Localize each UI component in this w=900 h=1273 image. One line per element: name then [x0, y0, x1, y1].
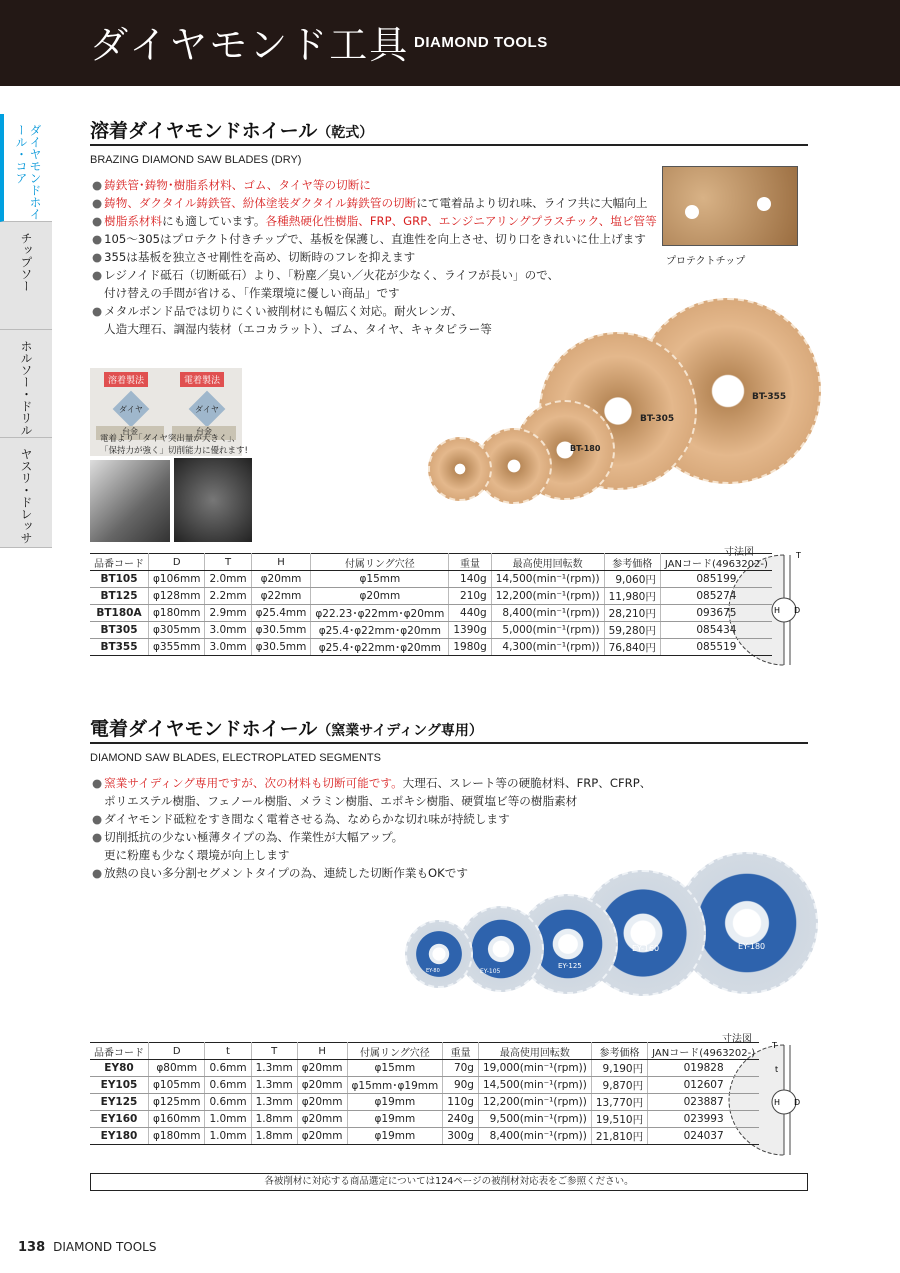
- table-cell: 085199: [660, 571, 772, 588]
- table-cell: 1.0mm: [205, 1128, 251, 1145]
- table-cell: 28,210円: [604, 605, 660, 622]
- table-cell: 240g: [443, 1111, 479, 1128]
- table-header: D: [149, 554, 205, 571]
- list-item: ● 樹脂系材料にも適しています。各種熱硬化性樹脂、FRP、GRP、エンジニアリングプラスチック、塩ビ管等: [92, 214, 657, 228]
- table-cell: 0.6mm: [205, 1077, 251, 1094]
- table-row: [90, 1094, 759, 1111]
- table-cell: φ25.4･φ22mm･φ20mm: [311, 622, 449, 639]
- table-row: [90, 571, 772, 588]
- svg-text:T: T: [772, 1041, 777, 1050]
- table-cell: 085274: [660, 588, 772, 605]
- table-cell: φ20mm: [297, 1077, 347, 1094]
- table-header: 品番コード: [90, 554, 149, 571]
- blade-label: EY-180: [738, 942, 766, 951]
- table-cell: 1980g: [449, 639, 491, 656]
- table-cell: φ20mm: [297, 1094, 347, 1111]
- page-header: [0, 0, 900, 86]
- svg-text:t: t: [775, 1065, 779, 1074]
- table-cell: EY125: [90, 1094, 149, 1111]
- table-cell: EY180: [90, 1128, 149, 1145]
- dim-caption: 寸法図: [724, 547, 754, 558]
- table-cell: 023887: [648, 1094, 760, 1111]
- table-cell: φ355mm: [149, 639, 205, 656]
- table-row: [90, 588, 772, 605]
- tab-file-dresser[interactable]: ヤスリ・ドレッサ: [0, 438, 52, 548]
- table-cell: φ15mm･φ19mm: [347, 1077, 443, 1094]
- list-item: ● メタルボンド品では切りにくい被削材にも幅広く対応。耐火レンガ、: [92, 304, 463, 318]
- list-item: ● ダイヤモンド砥粒をすき間なく電着させる為、なめらかな切れ味が持続します: [92, 812, 510, 826]
- table-cell: 8,400(min⁻¹(rpm)): [478, 1128, 591, 1145]
- table-row: [90, 1077, 759, 1094]
- table-cell: φ22.23･φ22mm･φ20mm: [311, 605, 449, 622]
- table-cell: φ19mm: [347, 1128, 443, 1145]
- table-cell: 1.3mm: [251, 1060, 297, 1077]
- blade-label: BT-355: [752, 392, 787, 402]
- section1-subtitle: BRAZING DIAMOND SAW BLADES (DRY): [90, 154, 302, 166]
- svg-text:T: T: [796, 551, 801, 560]
- table-cell: 300g: [443, 1128, 479, 1145]
- header-title-en: DIAMOND TOOLS: [414, 34, 548, 51]
- list-item: ● 鋳鉄管･鋳物･樹脂系材料、ゴム、タイヤ等の切断に: [92, 178, 371, 192]
- table-cell: φ106mm: [149, 571, 205, 588]
- table-cell: 1.3mm: [251, 1094, 297, 1111]
- table-header: 重量: [449, 554, 491, 571]
- section2-bullets: [92, 774, 651, 882]
- table-header: t: [205, 1043, 251, 1060]
- table-cell: 21,810円: [591, 1128, 647, 1145]
- section2-subtitle: DIAMOND SAW BLADES, ELECTROPLATED SEGMENTS: [90, 752, 381, 764]
- table-cell: 2.2mm: [205, 588, 251, 605]
- table-cell: φ30.5mm: [251, 639, 311, 656]
- header-title-jp: ダイヤモンド工具: [90, 23, 410, 67]
- table-cell: 9,870円: [591, 1077, 647, 1094]
- table-cell: 0.6mm: [205, 1094, 251, 1111]
- table-header: JANコード(4963202-): [660, 554, 772, 571]
- table-cell: 14,500(min⁻¹(rpm)): [478, 1077, 591, 1094]
- table-cell: φ180mm: [149, 605, 205, 622]
- table-cell: 14,500(min⁻¹(rpm)): [491, 571, 604, 588]
- table-cell: 085519: [660, 639, 772, 656]
- table-cell: EY105: [90, 1077, 149, 1094]
- list-item: ● 切削抵抗の少ない極薄タイプの為、作業性が大幅アップ。: [92, 830, 404, 844]
- blade-label: EY-80: [426, 968, 440, 974]
- table-header: D: [149, 1043, 205, 1060]
- table-row: [90, 605, 772, 622]
- table-cell: 9,500(min⁻¹(rpm)): [478, 1111, 591, 1128]
- table-cell: 1.0mm: [205, 1111, 251, 1128]
- list-item: 更に粉塵も少なく環境が向上します: [104, 848, 290, 862]
- reference-note: 各被削材に対応する商品選定については124ページの被削材対応表をご参照ください。: [90, 1173, 808, 1191]
- table-cell: φ20mm: [311, 588, 449, 605]
- table-cell: 140g: [449, 571, 491, 588]
- table-cell: 13,770円: [591, 1094, 647, 1111]
- table-row: [90, 1128, 759, 1145]
- table-cell: 4,300(min⁻¹(rpm)): [491, 639, 604, 656]
- table-cell: BT305: [90, 622, 149, 639]
- table-cell: 8,400(min⁻¹(rpm)): [491, 605, 604, 622]
- dim-caption: 寸法図: [722, 1034, 752, 1045]
- table-header: JANコード(4963202-): [648, 1043, 760, 1060]
- table-cell: 085434: [660, 622, 772, 639]
- table-cell: 019828: [648, 1060, 760, 1077]
- table-cell: φ105mm: [149, 1077, 205, 1094]
- table-cell: 76,840円: [604, 639, 660, 656]
- table-cell: 5,000(min⁻¹(rpm)): [491, 622, 604, 639]
- list-item: 人造大理石、調湿内装材（エコカラット）、ゴム、タイヤ、キャタピラー等: [104, 322, 492, 336]
- svg-text:D: D: [794, 606, 801, 615]
- table-cell: φ15mm: [311, 571, 449, 588]
- table-header: 参考価格: [591, 1043, 647, 1060]
- table-cell: φ305mm: [149, 622, 205, 639]
- diagram-note: 電着より「ダイヤ突出量が大きく」、: [100, 434, 241, 444]
- list-item: 付け替えの手間が省ける、「作業環境に優しい商品」です: [104, 286, 400, 300]
- diagram-note: 「保持力が強く」切削能力に優れます!: [100, 446, 248, 456]
- table-header: 最高使用回転数: [491, 554, 604, 571]
- table-cell: BT105: [90, 571, 149, 588]
- tab-diamond-wheel[interactable]: ダイヤモンドホイール・コア: [0, 114, 52, 222]
- table-header: H: [251, 554, 311, 571]
- table-cell: φ22mm: [251, 588, 311, 605]
- table-cell: 1.8mm: [251, 1128, 297, 1145]
- table-cell: 2.0mm: [205, 571, 251, 588]
- table-section2: [90, 1042, 759, 1145]
- table-cell: 12,200(min⁻¹(rpm)): [478, 1094, 591, 1111]
- blade-ey80: [405, 920, 473, 988]
- table-cell: φ20mm: [297, 1060, 347, 1077]
- section1-bullets: [92, 176, 657, 338]
- table-cell: φ128mm: [149, 588, 205, 605]
- table-cell: 12,200(min⁻¹(rpm)): [491, 588, 604, 605]
- table-row: [90, 1111, 759, 1128]
- table-cell: EY160: [90, 1111, 149, 1128]
- section1-rule: [90, 144, 808, 146]
- table-row: [90, 1060, 759, 1077]
- table-cell: EY80: [90, 1060, 149, 1077]
- svg-text:H: H: [774, 606, 781, 615]
- table-cell: 59,280円: [604, 622, 660, 639]
- table-row: [90, 622, 772, 639]
- blade-label: BT-180: [570, 444, 601, 453]
- table-header: 最高使用回転数: [478, 1043, 591, 1060]
- table-cell: φ160mm: [149, 1111, 205, 1128]
- table-cell: φ30.5mm: [251, 622, 311, 639]
- table-cell: 3.0mm: [205, 639, 251, 656]
- table-cell: BT180A: [90, 605, 149, 622]
- table-cell: φ25.4mm: [251, 605, 311, 622]
- table-header: H: [297, 1043, 347, 1060]
- page-footer: [18, 1240, 156, 1255]
- table-cell: BT125: [90, 588, 149, 605]
- table-cell: φ19mm: [347, 1111, 443, 1128]
- table-cell: φ19mm: [347, 1094, 443, 1111]
- table-header: T: [205, 554, 251, 571]
- list-item: ● 355は基板を独立させ剛性を高め、切断時のフレを抑えます: [92, 250, 416, 264]
- table-cell: 210g: [449, 588, 491, 605]
- table-cell: 024037: [648, 1128, 760, 1145]
- svg-text:D: D: [794, 1098, 801, 1107]
- table-cell: 9,190円: [591, 1060, 647, 1077]
- table-cell: 19,000(min⁻¹(rpm)): [478, 1060, 591, 1077]
- blade-bt105: [428, 437, 492, 501]
- page-number: 138: [18, 1240, 46, 1255]
- table-cell: φ25.4･φ22mm･φ20mm: [311, 639, 449, 656]
- table-cell: 90g: [443, 1077, 479, 1094]
- list-item: ● レジノイド砥石（切断砥石）より、「粉塵／臭い／火花が少なく、ライフが長い」ので、: [92, 268, 560, 282]
- table-cell: φ180mm: [149, 1128, 205, 1145]
- table-cell: φ125mm: [149, 1094, 205, 1111]
- table-header: 重量: [443, 1043, 479, 1060]
- blade-label: BT-305: [640, 414, 675, 424]
- table-header: T: [251, 1043, 297, 1060]
- table-cell: BT355: [90, 639, 149, 656]
- blade-label: EY-105: [480, 968, 501, 975]
- section2-title: 電着ダイヤモンドホイール（窯業サイディング専用）: [90, 718, 483, 740]
- table-header: 品番コード: [90, 1043, 149, 1060]
- list-item: ● 窯業サイディング専用ですが、次の材料も切断可能です。大理石、スレート等の硬脆材料、FRP、CFRP、: [92, 776, 652, 790]
- table-cell: 1.3mm: [251, 1077, 297, 1094]
- table-cell: 1.8mm: [251, 1111, 297, 1128]
- method-diagram: 溶着製法 電着製法 ダイヤ ダイヤ 台金 台金: [90, 368, 242, 456]
- table-row: [90, 639, 772, 656]
- table-cell: 2.9mm: [205, 605, 251, 622]
- tab-hole-saw[interactable]: ホルソー・ドリル: [0, 330, 52, 438]
- table-header: 付属リング穴径: [311, 554, 449, 571]
- side-tabs: [0, 114, 52, 548]
- table-cell: φ20mm: [251, 571, 311, 588]
- table-cell: 3.0mm: [205, 622, 251, 639]
- tab-tip-saw[interactable]: チップソー: [0, 222, 52, 330]
- cutting-photo-2: [174, 458, 252, 542]
- list-item: ● 105～305はプロテクト付きチップで、基板を保護し、直進性を向上させ、切り口をきれいに仕上げます: [92, 232, 646, 246]
- table-cell: 19,510円: [591, 1111, 647, 1128]
- table-cell: 11,980円: [604, 588, 660, 605]
- section2-rule: [90, 742, 808, 744]
- table-cell: φ80mm: [149, 1060, 205, 1077]
- protect-tip-caption: プロテクトチップ: [666, 256, 746, 267]
- list-item: ● 放熱の良い多分割セグメントタイプの為、連続した切断作業もOKです: [92, 866, 468, 880]
- blade-label: EY-125: [558, 962, 582, 970]
- table-cell: φ20mm: [297, 1128, 347, 1145]
- list-item: ポリエステル樹脂、フェノール樹脂、メラミン樹脂、エポキシ樹脂、硬質塩ビ等の樹脂素材: [104, 794, 578, 808]
- list-item: ● 鋳物、ダクタイル鋳鉄管、紛体塗装ダクタイル鋳鉄管の切断にて電着品より切れ味、ライフ共に大幅向上: [92, 196, 648, 210]
- protect-tip-photo: [662, 166, 798, 246]
- table-cell: φ20mm: [297, 1111, 347, 1128]
- table-cell: 440g: [449, 605, 491, 622]
- section1-title: 溶着ダイヤモンドホイール（乾式）: [90, 120, 374, 142]
- table-cell: 110g: [443, 1094, 479, 1111]
- svg-text:H: H: [774, 1098, 781, 1107]
- table-header: 参考価格: [604, 554, 660, 571]
- table-cell: 9,060円: [604, 571, 660, 588]
- table-cell: 70g: [443, 1060, 479, 1077]
- table-header: 付属リング穴径: [347, 1043, 443, 1060]
- table-section1: [90, 553, 772, 656]
- blade-label: EY-160: [632, 944, 660, 953]
- table-cell: 093675: [660, 605, 772, 622]
- table-cell: 1390g: [449, 622, 491, 639]
- footer-label: DIAMOND TOOLS: [53, 1240, 157, 1254]
- table-cell: φ15mm: [347, 1060, 443, 1077]
- table-cell: 0.6mm: [205, 1060, 251, 1077]
- cutting-photo-1: [90, 460, 170, 542]
- table-cell: 023993: [648, 1111, 760, 1128]
- table-cell: 012607: [648, 1077, 760, 1094]
